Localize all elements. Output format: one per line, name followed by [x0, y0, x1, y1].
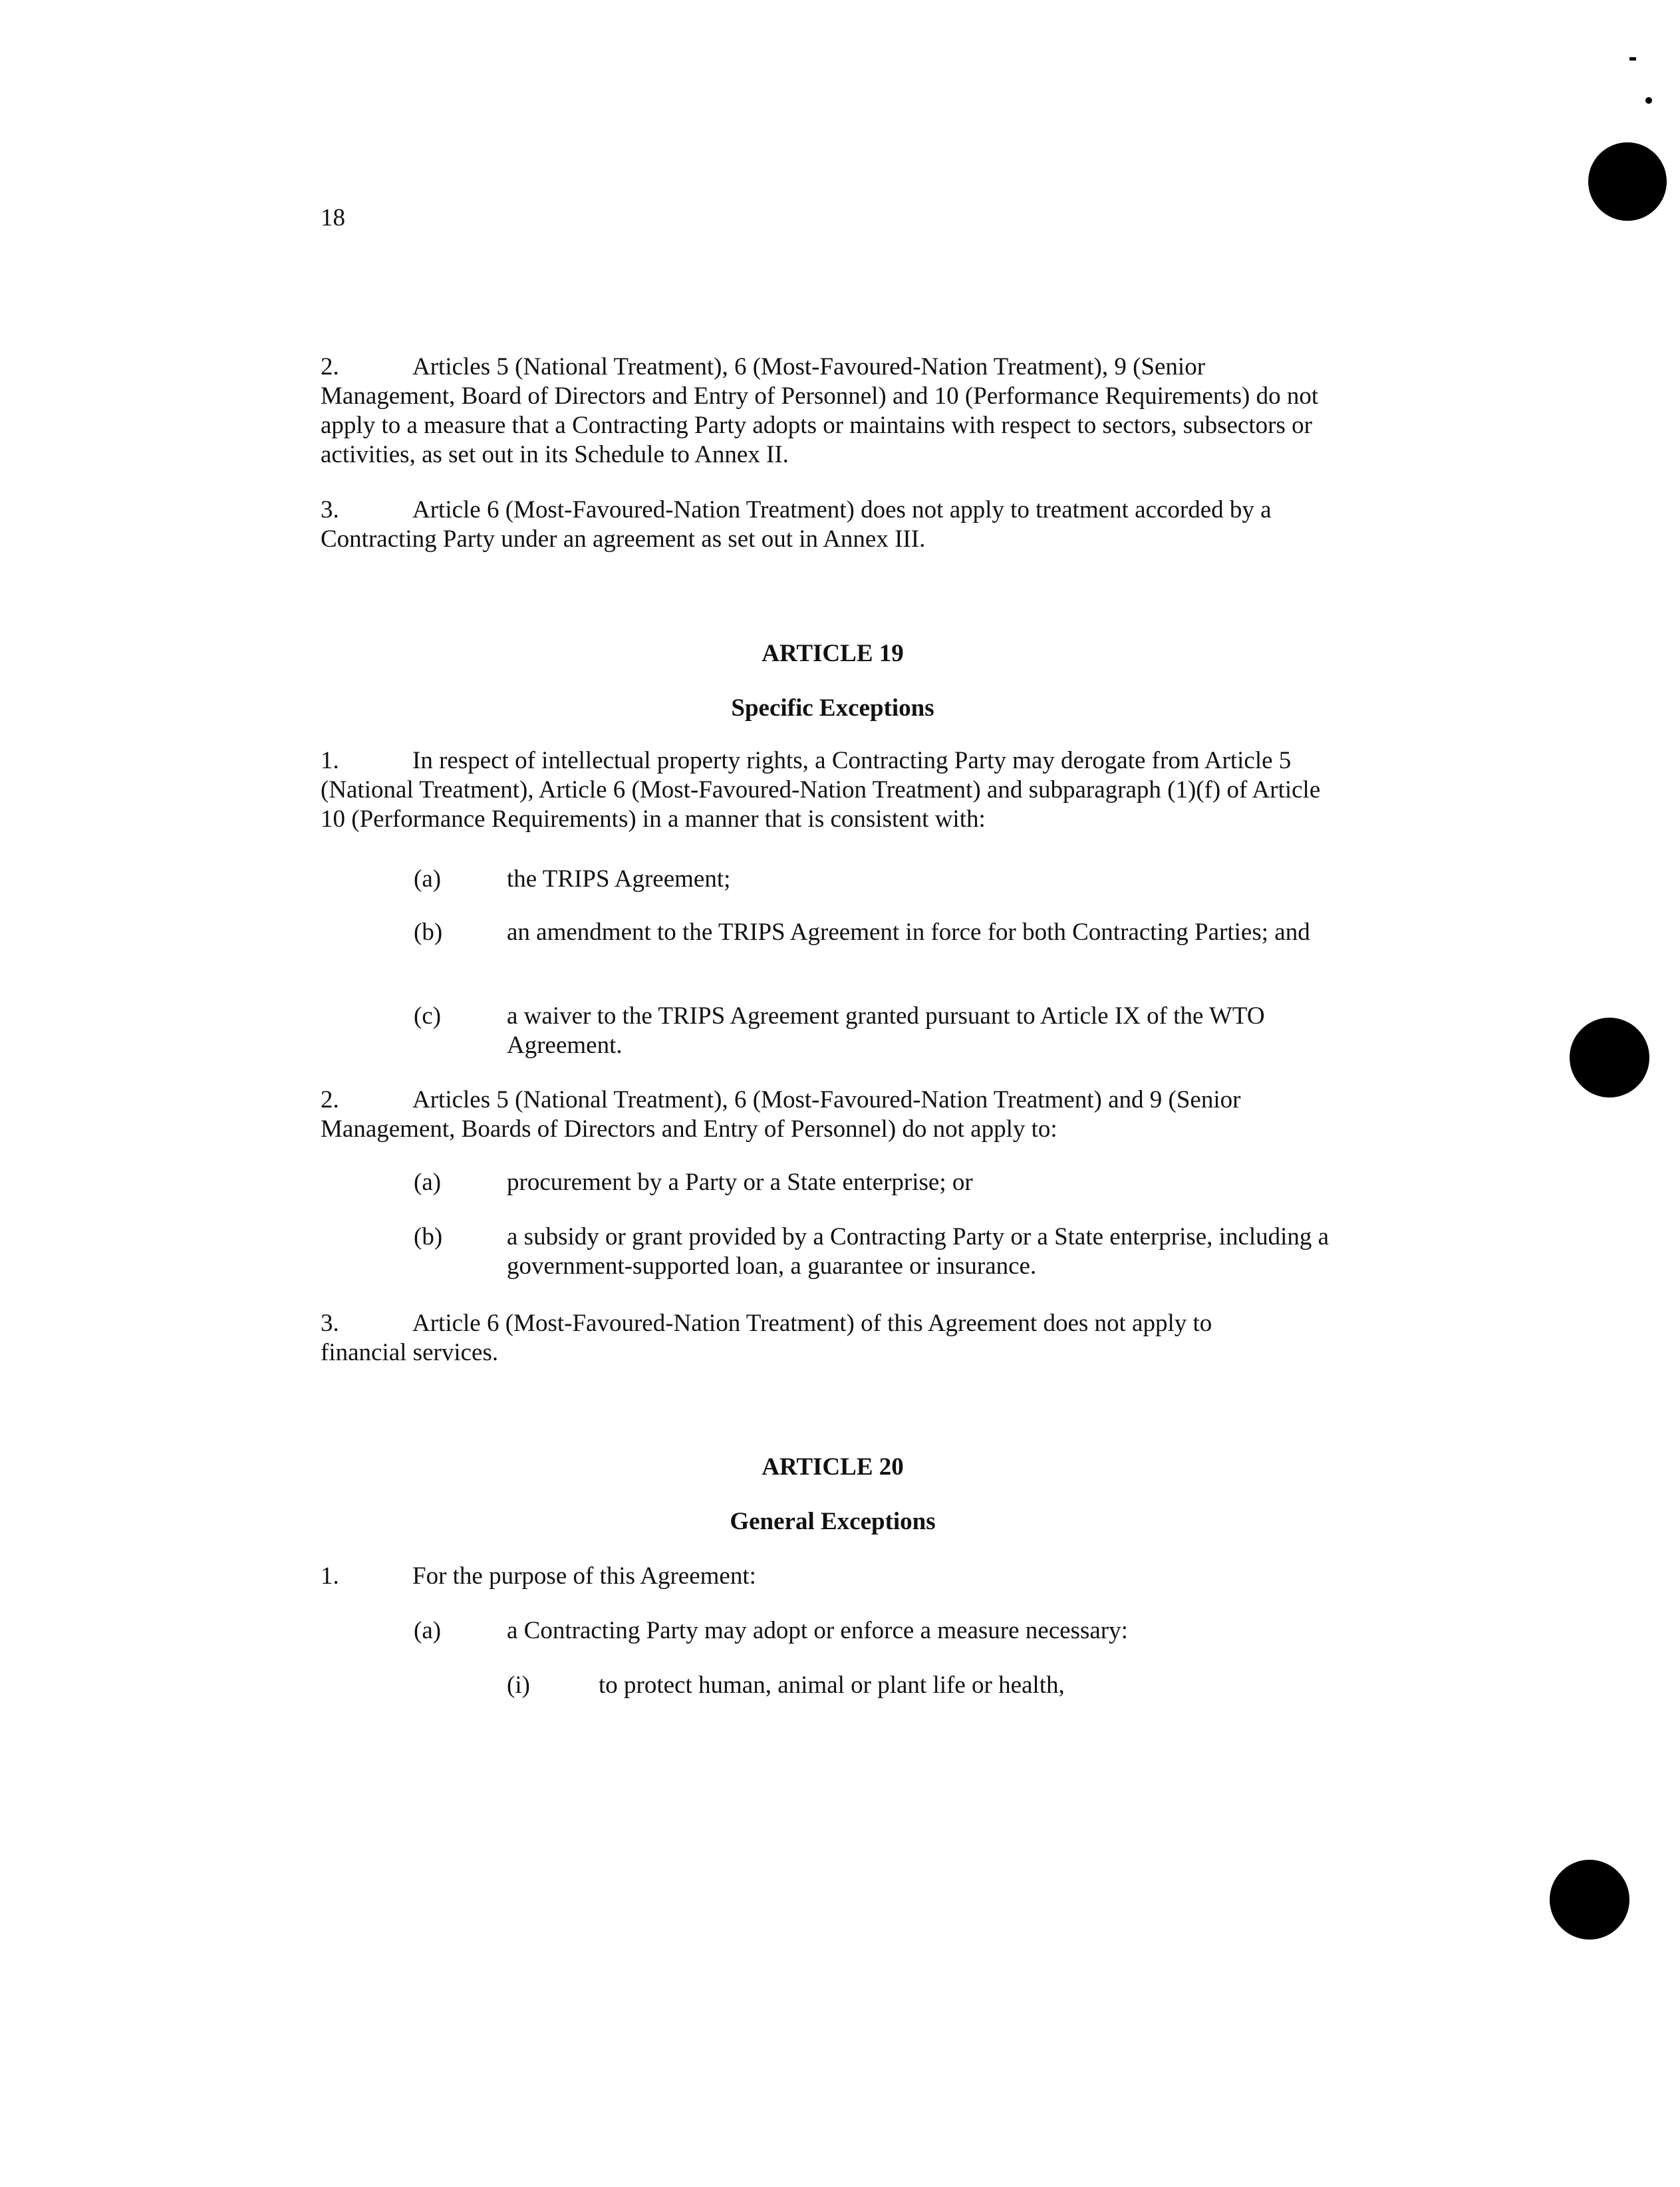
- scan-speck-dot: [1645, 97, 1652, 104]
- article19-paragraph-3: [321, 1309, 1292, 1368]
- paragraph-number: 2.: [321, 1086, 339, 1113]
- item-text: a Contracting Party may adopt or enforce a measure necessary:: [507, 1617, 1128, 1644]
- article20-paragraph-1: [321, 1562, 1345, 1591]
- punch-hole: [1570, 1018, 1649, 1097]
- list-item: [414, 1616, 1345, 1646]
- item-text: to protect human, animal or plant life or health,: [599, 1672, 1065, 1699]
- punch-hole: [1550, 1860, 1629, 1940]
- list-item: [414, 918, 1345, 976]
- item-text: an amendment to the TRIPS Agreement in force for both Contracting Parties; and: [507, 919, 1310, 946]
- paragraph-text: In respect of intellectual property rights, a Contracting Party may derogate from Article 5 (National Treatment), Article 6 (Most-Favoured-Nation Treatment) and subparagraph (1)(f) of Article 10 (Performance Requirements) in a manner that is consistent with:: [321, 747, 1321, 833]
- paragraph-number: 3.: [321, 496, 339, 523]
- item-label: (i): [507, 1672, 530, 1699]
- item-text: procurement by a Party or a State enterprise; or: [507, 1169, 973, 1196]
- article19-paragraph-2: [321, 1086, 1345, 1144]
- list-item: [414, 1168, 1345, 1197]
- paragraph-3: [321, 496, 1345, 554]
- item-label: (c): [414, 1002, 442, 1030]
- list-item: [414, 1002, 1345, 1060]
- page-number: 18: [321, 204, 345, 231]
- paragraph-number: 2.: [321, 353, 339, 380]
- paragraph-number: 1.: [321, 1562, 339, 1590]
- paragraph-2: [321, 353, 1345, 470]
- article19-paragraph-1: [321, 746, 1345, 834]
- scan-speck: [1629, 57, 1636, 61]
- list-item: [414, 1223, 1345, 1281]
- article-heading: ARTICLE 19: [762, 640, 904, 667]
- punch-hole: [1588, 142, 1667, 221]
- item-text: a waiver to the TRIPS Agreement granted pursuant to Article IX of the WTO Agreement.: [507, 1002, 1265, 1059]
- item-label: (a): [414, 865, 442, 893]
- paragraph-number: 1.: [321, 747, 339, 774]
- article-subheading: General Exceptions: [730, 1508, 936, 1535]
- article-subheading: Specific Exceptions: [731, 694, 934, 722]
- paragraph-text: Article 6 (Most-Favoured-Nation Treatment) does not apply to treatment accorded by a Contracting Party under an agreement as set out in Annex III.: [321, 496, 1272, 553]
- item-text: a subsidy or grant provided by a Contracting Party or a State enterprise, including a government-supported loan, a guarantee or insurance.: [507, 1223, 1330, 1280]
- paragraph-text: Article 6 (Most-Favoured-Nation Treatment) of this Agreement does not apply to financial services.: [321, 1310, 1212, 1366]
- paragraph-text: Articles 5 (National Treatment), 6 (Most-Favoured-Nation Treatment) and 9 (Senior Management, Boards of Directors and Entry of Personnel) do not apply to:: [321, 1086, 1241, 1143]
- paragraph-text: For the purpose of this Agreement:: [412, 1562, 756, 1590]
- item-label: (a): [414, 1617, 442, 1644]
- paragraph-text: Articles 5 (National Treatment), 6 (Most-Favoured-Nation Treatment), 9 (Senior Management, Board of Directors and Entry of Personnel) and 10 (Performance Requirements) do not apply to a measure that a Contracting Party adopts or maintains with respect to sectors, subsectors or activities, as set out in its Schedule to Annex II.: [321, 353, 1319, 468]
- item-text: the TRIPS Agreement;: [507, 865, 731, 893]
- item-label: (b): [414, 919, 443, 946]
- article-heading: ARTICLE 20: [762, 1453, 904, 1481]
- list-item: [414, 865, 1345, 894]
- item-label: (b): [414, 1223, 443, 1250]
- item-label: (a): [414, 1169, 442, 1196]
- list-item: [507, 1671, 1345, 1700]
- paragraph-number: 3.: [321, 1310, 339, 1337]
